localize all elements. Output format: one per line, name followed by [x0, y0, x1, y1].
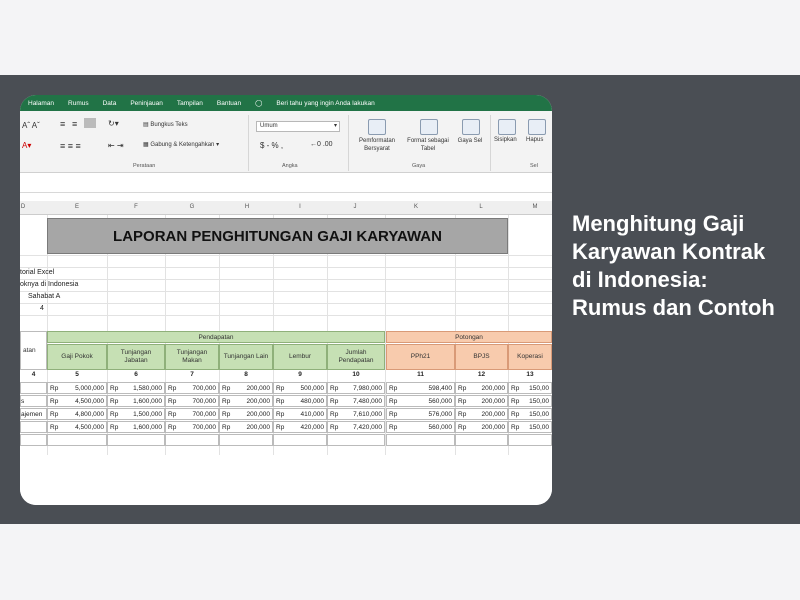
info-line: Sahabat A [28, 293, 61, 300]
column-number: 11 [417, 371, 424, 378]
subheader: Gaji Pokok [47, 344, 107, 370]
excel-ribbon [20, 111, 552, 173]
column-number: 4 [31, 371, 36, 378]
table-cell[interactable]: Rp 7,980,000 [327, 382, 385, 394]
menu-rumus[interactable]: Rumus [68, 99, 89, 107]
info-line: 4 [40, 305, 44, 312]
table-cell[interactable] [455, 434, 508, 446]
column-headers [20, 201, 552, 215]
col-header[interactable]: K [413, 204, 419, 210]
row-label[interactable]: ajemen [20, 408, 47, 420]
table-cell[interactable] [47, 434, 107, 446]
article-title: Menghitung Gaji Karyawan Kontrak di Indonesia: Rumus dan Contoh [572, 211, 775, 320]
subheader: Tunjangan Jabatan [107, 344, 165, 370]
table-cell[interactable]: Rp 4,500,000 [47, 421, 107, 433]
table-cell[interactable]: Rp 700,000 [165, 395, 219, 407]
table-cell[interactable]: Rp 200,000 [455, 395, 508, 407]
column-number: 8 [244, 371, 248, 378]
left-header: atan [20, 331, 47, 370]
insert-cells-icon[interactable] [498, 119, 516, 135]
table-cell[interactable]: Rp 700,000 [165, 408, 219, 420]
merge-center-button[interactable]: ▦ Gabung & Ketengahkan ▾ [143, 142, 220, 148]
table-cell[interactable]: Rp 700,000 [165, 421, 219, 433]
info-line: oknya di Indonesia [20, 281, 79, 288]
formula-bar[interactable] [20, 173, 552, 193]
potongan-header: Potongan [386, 331, 552, 343]
font-color-icon[interactable]: A▾ [22, 141, 32, 150]
cell-style-button[interactable]: Gaya Sel [457, 138, 483, 144]
menu-bantuan[interactable]: Bantuan [216, 99, 242, 107]
col-header[interactable]: J [353, 204, 357, 210]
table-cell[interactable]: Rp 410,000 [273, 408, 327, 420]
table-cell[interactable]: Rp 5,000,000 [47, 382, 107, 394]
table-cell[interactable]: Rp 1,600,000 [107, 395, 165, 407]
table-cell[interactable]: Rp 200,000 [219, 408, 273, 420]
report-title: LAPORAN PENGHITUNGAN GAJI KARYAWAN [47, 218, 508, 254]
table-cell[interactable]: Rp 7,610,000 [327, 408, 385, 420]
conditional-format-icon[interactable] [368, 119, 386, 135]
align-middle-icon[interactable]: ≡ [72, 119, 78, 129]
spreadsheet-screenshot [20, 95, 552, 505]
menu-halaman[interactable]: Halaman [28, 99, 55, 107]
menu-tampilan[interactable]: Tampilan [176, 99, 203, 107]
wrap-text-button[interactable]: ▤ Bungkus Teks [143, 122, 188, 128]
insert-cells-button[interactable]: Sisipkan [494, 137, 517, 143]
col-header[interactable]: F [134, 204, 138, 210]
pendapatan-header: Pendapatan [47, 331, 385, 343]
col-header[interactable]: L [479, 204, 483, 210]
row-label[interactable]: s [20, 395, 47, 407]
table-cell[interactable]: Rp 4,800,000 [47, 408, 107, 420]
format-table-button[interactable]: Format sebagai Tabel [407, 138, 449, 152]
ribbon-separator [348, 115, 349, 171]
column-number: 5 [75, 371, 79, 378]
col-header[interactable]: I [299, 204, 301, 210]
decimal-buttons[interactable]: ←0 .00 [310, 141, 333, 148]
table-cell[interactable]: Rp 7,420,000 [327, 421, 385, 433]
col-header[interactable]: E [74, 204, 80, 210]
cell-style-icon[interactable] [462, 119, 480, 135]
group-alignment-label: Perataan [133, 163, 156, 169]
table-cell[interactable]: Rp 1,600,000 [107, 421, 165, 433]
table-cell[interactable]: Rp 1,580,000 [107, 382, 165, 394]
tell-me-search[interactable]: Beri tahu yang ingin Anda lakukan [276, 99, 375, 107]
table-cell[interactable]: Rp 500,000 [273, 382, 327, 394]
column-number: 6 [134, 371, 138, 378]
group-number-label: Angka [282, 163, 298, 169]
subheader: BPJS [455, 344, 508, 370]
group-style-label: Gaya [412, 163, 426, 169]
delete-cells-icon[interactable] [528, 119, 546, 135]
column-number: 7 [190, 371, 194, 378]
info-line: torial Excel [20, 269, 55, 276]
currency-format-button[interactable]: $ - % , [260, 141, 284, 150]
col-header[interactable]: M [532, 204, 538, 210]
worksheet-grid [20, 215, 552, 505]
table-cell[interactable] [386, 434, 455, 446]
group-cells-label: Sel [530, 163, 538, 169]
align-left-icon[interactable]: ≡ ≡ ≡ [60, 141, 81, 151]
col-header[interactable]: G [189, 204, 195, 210]
format-table-icon[interactable] [420, 119, 438, 135]
table-cell[interactable]: Rp 200,000 [219, 421, 273, 433]
conditional-format-button[interactable]: Pemformatan Bersyarat [358, 138, 395, 152]
delete-cells-button[interactable]: Hapus [526, 137, 544, 143]
table-cell[interactable]: Rp 480,000 [273, 395, 327, 407]
table-cell[interactable] [508, 434, 552, 446]
table-cell[interactable]: Rp 7,480,000 [327, 395, 385, 407]
table-cell[interactable]: Rp 4,500,000 [47, 395, 107, 407]
table-cell[interactable]: Rp 700,000 [165, 382, 219, 394]
table-cell[interactable]: Rp 560,000 [386, 395, 455, 407]
row-label[interactable] [20, 382, 47, 394]
subheader: Jumlah Pendapatan [327, 344, 385, 370]
ribbon-separator [248, 115, 249, 171]
column-number: 13 [526, 371, 534, 378]
menu-peninjauan[interactable]: Peninjauan [130, 99, 163, 107]
table-cell[interactable]: Rp 576,000 [386, 408, 455, 420]
table-cell[interactable]: Rp 200,000 [455, 421, 508, 433]
col-header[interactable]: H [244, 204, 250, 210]
ribbon-separator [490, 115, 491, 171]
table-cell[interactable]: Rp 200,000 [219, 382, 273, 394]
subheader: Koperasi [508, 344, 552, 370]
table-cell[interactable]: Rp 200,000 [219, 395, 273, 407]
menu-data[interactable]: Data [102, 99, 117, 107]
table-cell[interactable]: Rp 150,00 [508, 421, 552, 433]
align-bottom-icon[interactable] [84, 118, 96, 128]
font-size-up-icon[interactable]: Aˆ Aˇ [22, 121, 40, 130]
column-number: 10 [352, 371, 360, 378]
table-cell[interactable] [273, 434, 327, 446]
row-label[interactable] [20, 421, 47, 433]
table-cell[interactable]: Rp 150,00 [508, 382, 552, 394]
subheader: Tunjangan Makan [165, 344, 219, 370]
excel-menu-bar [20, 95, 552, 111]
table-cell[interactable] [327, 434, 385, 446]
table-cell[interactable]: Rp 598,400 [386, 382, 455, 394]
table-cell[interactable]: Rp 1,500,000 [107, 408, 165, 420]
column-number: 12 [477, 371, 486, 378]
col-header[interactable]: D [20, 204, 26, 210]
subheader: PPh21 [386, 344, 455, 370]
number-format-select[interactable]: Umum ▾ [256, 121, 340, 132]
lightbulb-icon: ◯ [255, 100, 263, 107]
subheader: Lembur [273, 344, 327, 370]
table-cell[interactable]: Rp 150,00 [508, 408, 552, 420]
table-cell[interactable]: Rp 420,000 [273, 421, 327, 433]
orientation-icon[interactable]: ↻▾ [108, 119, 119, 128]
table-cell[interactable] [219, 434, 273, 446]
table-cell[interactable]: Rp 560,000 [386, 421, 455, 433]
column-number: 9 [298, 371, 302, 378]
align-top-icon[interactable]: ≡ [60, 119, 66, 129]
subheader: Tunjangan Lain [219, 344, 273, 370]
row-label[interactable] [20, 434, 47, 446]
table-cell[interactable]: Rp 200,000 [455, 408, 508, 420]
table-cell[interactable]: Rp 150,00 [508, 395, 552, 407]
table-cell[interactable] [107, 434, 165, 446]
indent-icon[interactable]: ⇤ ⇥ [108, 141, 124, 150]
table-cell[interactable] [165, 434, 219, 446]
table-cell[interactable]: Rp 200,000 [455, 382, 508, 394]
